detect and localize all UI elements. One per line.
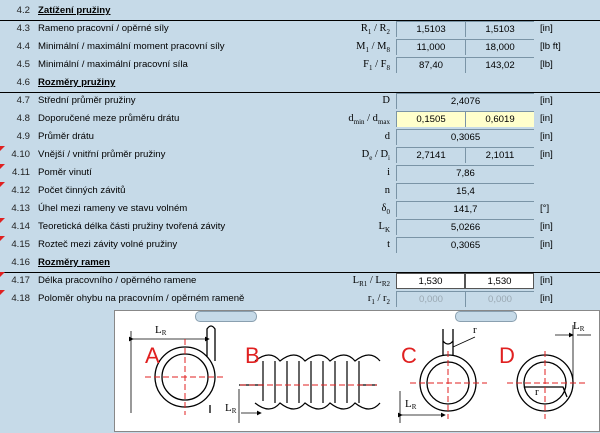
row-4-3 xyxy=(0,20,600,38)
row-4-13 xyxy=(0,200,600,218)
row-symbol: d xyxy=(384,131,390,142)
variant-d-drawing xyxy=(517,325,591,411)
value-cell-1: 0,1505 xyxy=(396,111,465,127)
row-label: Poměr vinutí xyxy=(38,167,92,178)
row-4-8 xyxy=(0,110,600,128)
row-symbol: $r_1 / r_2$ xyxy=(367,293,390,307)
row-label: Teoretická délka části pružiny tvořená závity xyxy=(38,221,226,232)
unit-label: [in] xyxy=(540,113,553,124)
row-number: 4.11 xyxy=(12,167,30,178)
row-4-5 xyxy=(0,56,600,74)
value-cell-1: 1,5103 xyxy=(396,21,465,37)
value-cell-2: 1,5103 xyxy=(465,21,534,37)
row-4-9 xyxy=(0,128,600,146)
row-number: 4.3 xyxy=(16,23,30,34)
row-label: Vnější / vnitřní průměr pružiny xyxy=(38,149,166,160)
row-symbol: $L_K$ xyxy=(378,221,390,235)
row-4-18 xyxy=(0,290,600,308)
row-label: Rozměry pružiny xyxy=(38,77,116,88)
row-number: 4.17 xyxy=(11,275,30,286)
row-label: Úhel mezi rameny ve stavu volném xyxy=(38,203,188,214)
row-4-6 xyxy=(0,74,600,93)
row-number: 4.15 xyxy=(11,239,30,250)
dim-lr-c: LR xyxy=(405,398,417,411)
row-number: 4.18 xyxy=(11,293,30,304)
row-number: 4.14 xyxy=(11,221,30,232)
unit-label: [lb ft] xyxy=(540,41,561,52)
spring-drawings xyxy=(115,311,600,433)
row-number: 4.2 xyxy=(16,5,30,16)
row-symbol: $d_{min} / d_{max}$ xyxy=(348,113,390,127)
row-number: 4.5 xyxy=(16,59,30,70)
row-label: Minimální / maximální pracovní síla xyxy=(38,59,188,70)
unit-label: [in] xyxy=(540,23,553,34)
value-cell-2: 18,000 xyxy=(465,39,534,55)
row-number: 4.7 xyxy=(16,95,30,106)
label-a: A xyxy=(145,343,160,368)
unit-label: [in] xyxy=(540,131,553,142)
row-symbol: i xyxy=(387,167,390,178)
value-cell-2[interactable]: 1,530 xyxy=(465,273,534,289)
value-cell-2: 0,6019 xyxy=(465,111,534,127)
row-symbol: $D_e / D_i$ xyxy=(361,149,390,163)
value-cell-2: 143,02 xyxy=(465,57,534,73)
row-number: 4.16 xyxy=(11,257,30,268)
variant-a-drawing xyxy=(131,326,215,413)
value-cell: 5,0266 xyxy=(396,219,534,235)
value-cell-1: 2,7141 xyxy=(396,147,465,163)
row-symbol: $L_{R1} / L_{R2}$ xyxy=(352,275,390,289)
unit-label: [in] xyxy=(540,95,553,106)
label-b: B xyxy=(245,343,260,368)
value-cell-2: 2,1011 xyxy=(465,147,534,163)
row-4-7 xyxy=(0,92,600,110)
row-4-11 xyxy=(0,164,600,182)
variant-b-drawing xyxy=(239,355,380,423)
row-4-4 xyxy=(0,38,600,56)
dim-lr-a: LR xyxy=(155,324,167,337)
row-4-12 xyxy=(0,182,600,200)
row-symbol: t xyxy=(387,239,390,250)
value-cell-1[interactable]: 1,530 xyxy=(396,273,465,289)
row-label: Rameno pracovní / opěrné síly xyxy=(38,23,169,34)
row-4-15 xyxy=(0,236,600,254)
row-label: Délka pracovního / opěrného ramene xyxy=(38,275,197,286)
row-label: Zatížení pružiny xyxy=(38,5,111,16)
row-4-16 xyxy=(0,254,600,273)
row-number: 4.4 xyxy=(16,41,30,52)
value-cell-1: 87,40 xyxy=(396,57,465,73)
value-cell-2: 0,000 xyxy=(465,291,534,307)
value-cell: 0,3065 xyxy=(396,237,534,253)
row-number: 4.10 xyxy=(11,149,30,160)
label-d: D xyxy=(499,343,515,368)
row-symbol: $F_1 / F_8$ xyxy=(363,59,390,73)
row-label: Rozteč mezi závity volné pružiny xyxy=(38,239,178,250)
value-cell: 2,4076 xyxy=(396,93,534,109)
row-4-2 xyxy=(0,2,600,21)
row-number: 4.13 xyxy=(11,203,30,214)
row-number: 4.8 xyxy=(16,113,30,124)
unit-label: [in] xyxy=(540,221,553,232)
unit-label: [in] xyxy=(540,293,553,304)
row-symbol: D xyxy=(382,95,390,106)
row-symbol: $M_1 / M_8$ xyxy=(356,41,390,55)
dim-lr-d: LR xyxy=(573,320,585,333)
row-symbol: $\delta_0$ xyxy=(381,203,390,217)
row-number: 4.6 xyxy=(16,77,30,88)
value-cell-1: 0,000 xyxy=(396,291,465,307)
spring-arm-diagram xyxy=(114,310,600,432)
row-label: Doporučené meze průměru drátu xyxy=(38,113,180,124)
row-4-17 xyxy=(0,272,600,290)
unit-label: [in] xyxy=(540,239,553,250)
row-number: 4.12 xyxy=(11,185,30,196)
value-cell: 141,7 xyxy=(396,201,534,217)
value-cell-1: 11,000 xyxy=(396,39,465,55)
row-number: 4.9 xyxy=(16,131,30,142)
unit-label: [in] xyxy=(540,275,553,286)
row-label: Minimální / maximální moment pracovní síly xyxy=(38,41,225,52)
value-cell: 7,86 xyxy=(396,165,534,181)
unit-label: [°] xyxy=(540,203,550,214)
row-4-10 xyxy=(0,146,600,164)
row-label: Střední průměr pružiny xyxy=(38,95,136,106)
unit-label: [lb] xyxy=(540,59,553,70)
label-c: C xyxy=(401,343,417,368)
row-symbol: n xyxy=(384,185,390,196)
row-label: Poloměr ohybu na pracovním / opěrném rameně xyxy=(38,293,245,304)
row-label: Průměr drátu xyxy=(38,131,94,142)
row-label: Počet činných závitů xyxy=(38,185,126,196)
value-cell: 0,3065 xyxy=(396,129,534,145)
dim-lr-b: LR xyxy=(225,402,237,415)
dim-r-d: r xyxy=(535,386,539,398)
value-cell: 15,4 xyxy=(396,183,534,199)
unit-label: [in] xyxy=(540,149,553,160)
row-4-14 xyxy=(0,218,600,236)
row-symbol: $R_1 / R_2$ xyxy=(360,23,390,37)
row-label: Rozměry ramen xyxy=(38,257,110,268)
dim-r-c: r xyxy=(473,324,477,336)
